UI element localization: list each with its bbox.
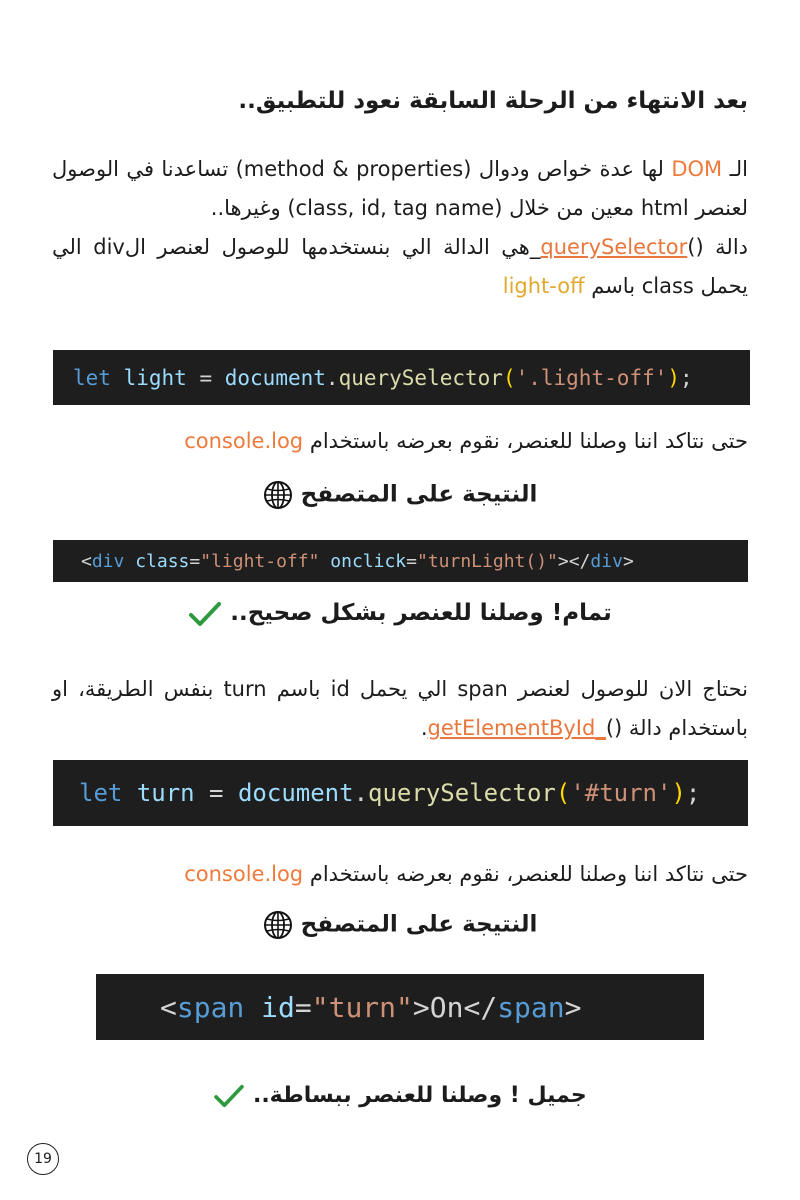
code-semicolon: ;	[679, 365, 693, 390]
code-variable: light	[123, 365, 187, 390]
globe-icon	[263, 480, 293, 510]
success-text-1: تمام! وصلنا للعنصر بشكل صحيح..	[230, 600, 612, 626]
code-paren-close: )	[667, 365, 680, 390]
checkmark-icon	[213, 1084, 245, 1108]
code-dot: .	[325, 365, 339, 390]
html-gt: >	[412, 990, 430, 1024]
html-eq: =	[406, 550, 417, 572]
html-lt: <	[81, 550, 92, 572]
html-attr-onclick: onclick	[319, 550, 407, 572]
section-heading: بعد الانتهاء من الرحلة السابقة نعود للتطبيق..	[238, 88, 748, 114]
dom-prefix: الـ	[722, 157, 748, 181]
globe-icon	[263, 910, 293, 940]
code-block-turn	[53, 760, 748, 826]
html-result-span	[96, 974, 704, 1040]
code-semicolon: ;	[685, 779, 701, 807]
code-string: '.light-off'	[515, 365, 668, 390]
code-operator: =	[194, 779, 238, 807]
dom-description: لها عدة خواص ودوال (method & properties) تساعدنا في الوصول لعنصر html معين من خلال (class, id, tag name) وغيرها..	[52, 157, 748, 220]
html-text-content: On	[429, 990, 464, 1024]
code-keyword: let	[73, 365, 111, 390]
code-keyword: let	[79, 779, 123, 807]
html-lt: <	[160, 990, 177, 1024]
html-close-gt: >	[622, 550, 634, 572]
console-log-term: console.log	[184, 429, 304, 453]
code-variable: turn	[136, 779, 195, 807]
getelementbyid-link[interactable]: _getElementById	[427, 716, 606, 740]
browser-result-label: النتيجة على المتصفح	[300, 911, 538, 938]
success-text-2: جميل ! وصلنا للعنصر ببساطة..	[252, 1083, 587, 1108]
html-onclick-value: "turnLight()"	[417, 550, 558, 572]
browser-result-title-2	[0, 910, 800, 940]
html-close-tag: span	[497, 990, 565, 1024]
html-attr-id: id	[244, 990, 295, 1024]
html-tag: div	[91, 550, 125, 572]
code-block-light	[53, 350, 750, 405]
function-prefix: دالة ()	[687, 235, 748, 259]
html-tag: span	[176, 990, 245, 1024]
sentence-end: .	[420, 716, 428, 740]
html-close-tag: div	[590, 550, 623, 572]
console-log-text: حتى نتاكد اننا وصلنا للعنصر، نقوم بعرضه باستخدام	[303, 862, 748, 886]
browser-result-title	[0, 480, 800, 510]
code-paren-close: )	[671, 779, 686, 807]
code-object: document	[237, 779, 354, 807]
html-id-value: "turn"	[311, 990, 413, 1024]
page-number: 19	[27, 1143, 59, 1175]
code-function: querySelector	[368, 779, 556, 807]
html-close-lt: </	[463, 990, 498, 1024]
span-access-text: نحتاج الان للوصول لعنصر span الي يحمل id باسم turn بنفس الطريقة، او باستخدام دالة ()	[52, 677, 748, 740]
console-log-paragraph-2	[52, 855, 748, 894]
html-class-value: "light-off"	[200, 550, 320, 572]
console-log-term: console.log	[184, 862, 304, 886]
success-message-1	[0, 600, 800, 627]
html-attr-class: class	[124, 550, 190, 572]
html-eq: =	[189, 550, 201, 572]
code-paren-open: (	[555, 779, 571, 807]
code-paren-open: (	[502, 365, 516, 390]
code-string: '#turn'	[570, 779, 672, 807]
html-eq: =	[294, 990, 312, 1024]
intro-paragraph	[52, 150, 748, 306]
checkmark-icon	[188, 601, 222, 627]
getelementbyid-paragraph	[52, 670, 748, 748]
console-log-paragraph	[52, 422, 748, 461]
console-log-text: حتى نتاكد اننا وصلنا للعنصر، نقوم بعرضه باستخدام	[303, 429, 748, 453]
light-off-term: light-off	[502, 274, 585, 298]
html-result-div	[53, 540, 748, 582]
success-message-2	[0, 1083, 800, 1108]
queryselector-link[interactable]: querySelector	[540, 235, 688, 259]
code-function: querySelector	[338, 365, 503, 390]
html-gt: >	[557, 550, 569, 572]
code-dot: .	[353, 779, 369, 807]
html-close-lt: </	[568, 550, 591, 572]
html-close-gt: >	[564, 990, 582, 1024]
code-operator: =	[186, 365, 225, 390]
code-object: document	[224, 365, 326, 390]
dom-term: DOM	[671, 157, 723, 181]
queryselector-description: _هي الدالة الي بنستخدمها للوصول لعنصر الdiv الي يحمل class باسم	[52, 235, 748, 298]
browser-result-label: النتيجة على المتصفح	[300, 481, 538, 508]
